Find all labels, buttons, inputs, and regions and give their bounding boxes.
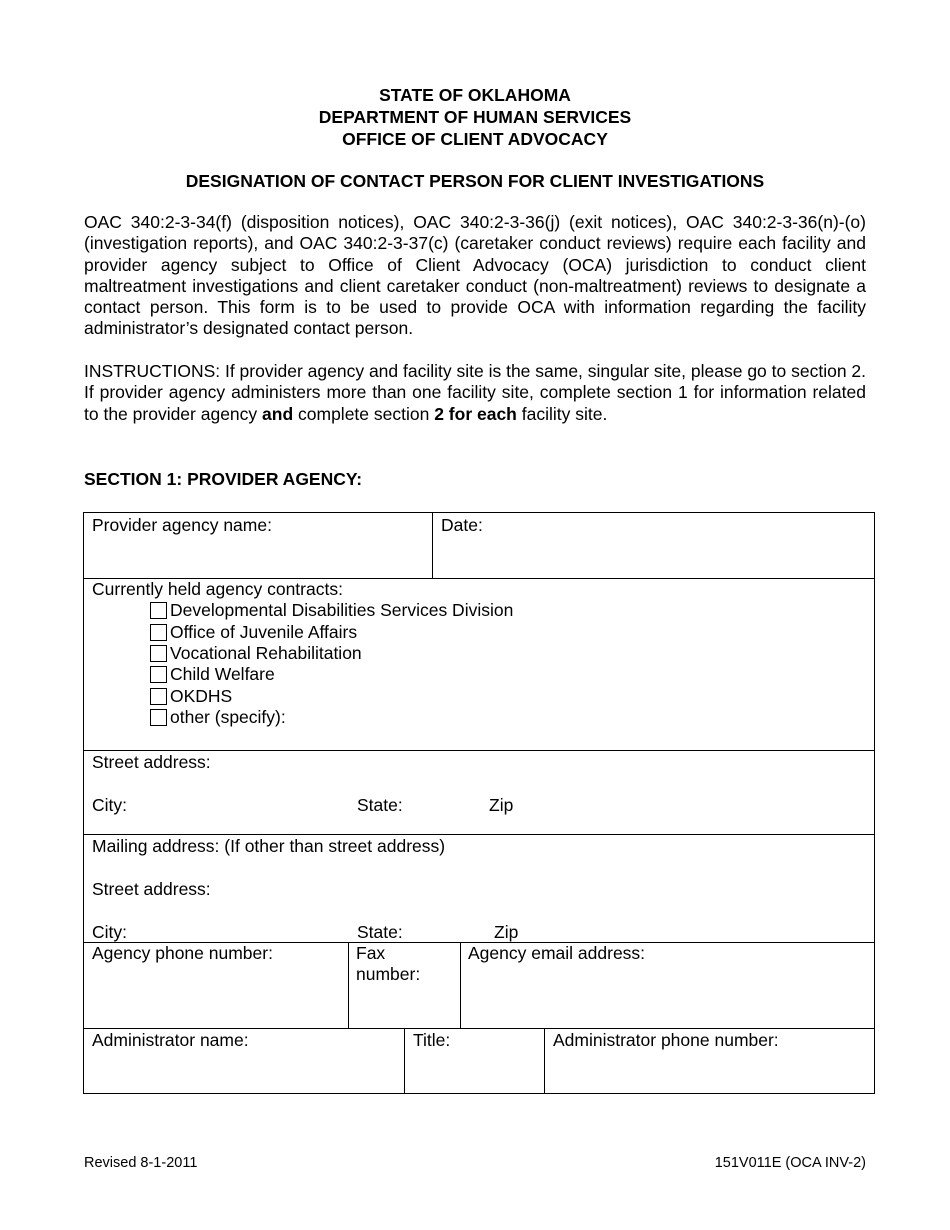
instructions-text-2: complete section: [293, 403, 435, 424]
agency-email-label: Agency email address:: [468, 943, 646, 963]
contract-option-dds: Developmental Disabilities Services Division: [170, 600, 514, 620]
city-label: City:: [92, 795, 127, 815]
state-label: State:: [357, 795, 403, 815]
admin-phone-field[interactable]: [544, 1028, 874, 1093]
provider-name-label: Provider agency name:: [92, 515, 272, 535]
contract-option-child-welfare: Child Welfare: [170, 664, 275, 684]
contract-option-vocational: Vocational Rehabilitation: [170, 643, 362, 663]
fax-label-line1: Fax: [356, 943, 386, 963]
mailing-street-label: Street address:: [92, 879, 211, 899]
agency-phone-label: Agency phone number:: [92, 943, 273, 963]
fax-field[interactable]: [348, 942, 461, 1028]
checkbox-child-welfare[interactable]: [150, 666, 167, 683]
contract-option-okdhs: OKDHS: [170, 686, 233, 706]
checkbox-oja[interactable]: [150, 624, 167, 641]
agency-email-field[interactable]: [460, 942, 874, 1028]
mailing-city-label: City:: [92, 922, 127, 942]
date-field[interactable]: [432, 513, 874, 578]
checkbox-other[interactable]: [150, 709, 167, 726]
contract-option-other: other (specify):: [170, 707, 286, 727]
street-address-section[interactable]: [84, 750, 874, 834]
instructions-text-3: facility site.: [516, 403, 608, 424]
admin-name-label: Administrator name:: [92, 1030, 249, 1050]
header-department: DEPARTMENT OF HUMAN SERVICES: [318, 107, 632, 127]
header-office: OFFICE OF CLIENT ADVOCACY: [342, 129, 608, 149]
street-address-label: Street address:: [92, 752, 211, 772]
admin-phone-label: Administrator phone number:: [553, 1030, 779, 1050]
mailing-address-section[interactable]: [84, 834, 874, 942]
agency-phone-field[interactable]: [84, 942, 349, 1028]
instructions-bold-each: 2 for each: [434, 403, 517, 424]
checkbox-dds[interactable]: [150, 602, 167, 619]
title-label: Title:: [413, 1030, 451, 1050]
provider-agency-table: [83, 512, 875, 1094]
form-number: 151V011E (OCA INV-2): [714, 1155, 866, 1171]
zip-label: Zip: [489, 795, 514, 815]
checkbox-okdhs[interactable]: [150, 688, 167, 705]
fax-label-line2: number:: [356, 964, 421, 984]
instructions-bold-and: and: [262, 403, 294, 424]
section1-heading: SECTION 1: PROVIDER AGENCY:: [84, 469, 363, 489]
date-label: Date:: [441, 515, 483, 535]
contracts-section: [84, 578, 874, 750]
mailing-zip-label: Zip: [494, 922, 519, 942]
mailing-address-label: Mailing address: (If other than street address): [92, 836, 446, 856]
revised-date: Revised 8-1-2011: [84, 1155, 198, 1171]
admin-name-field[interactable]: [84, 1028, 405, 1093]
mailing-state-label: State:: [357, 922, 403, 942]
header-state: STATE OF OKLAHOMA: [379, 85, 571, 105]
intro-paragraph: OAC 340:2-3-34(f) (disposition notices), OAC 340:2-3-36(j) (exit notices), OAC 340:2-3-36(n)-(o) (investigation reports), and OAC 340:2-3-37(c) (caretaker conduct reviews) require each facility and provider agency subject to Office of Client Advocacy (OCA) jurisdiction to conduct client maltreatment investigations and client caretaker conduct (non-maltreatment) reviews to designate a contact person. This form is to be used to provide OCA with information regarding the facility administrator’s designated contact person.: [84, 212, 866, 339]
title-field[interactable]: [404, 1028, 545, 1093]
contracts-label: Currently held agency contracts:: [92, 579, 343, 599]
contract-option-oja: Office of Juvenile Affairs: [170, 622, 358, 642]
provider-name-field[interactable]: [84, 513, 433, 578]
instructions-paragraph: [84, 361, 866, 425]
instructions-text-1: INSTRUCTIONS: If provider agency and facility site is the same, singular site, please go to section 2. If provider agency administers more than one facility site, complete section 1 for information related to the provider agency: [84, 361, 867, 424]
checkbox-vocational[interactable]: [150, 645, 167, 662]
form-title: DESIGNATION OF CONTACT PERSON FOR CLIENT INVESTIGATIONS: [185, 171, 765, 191]
